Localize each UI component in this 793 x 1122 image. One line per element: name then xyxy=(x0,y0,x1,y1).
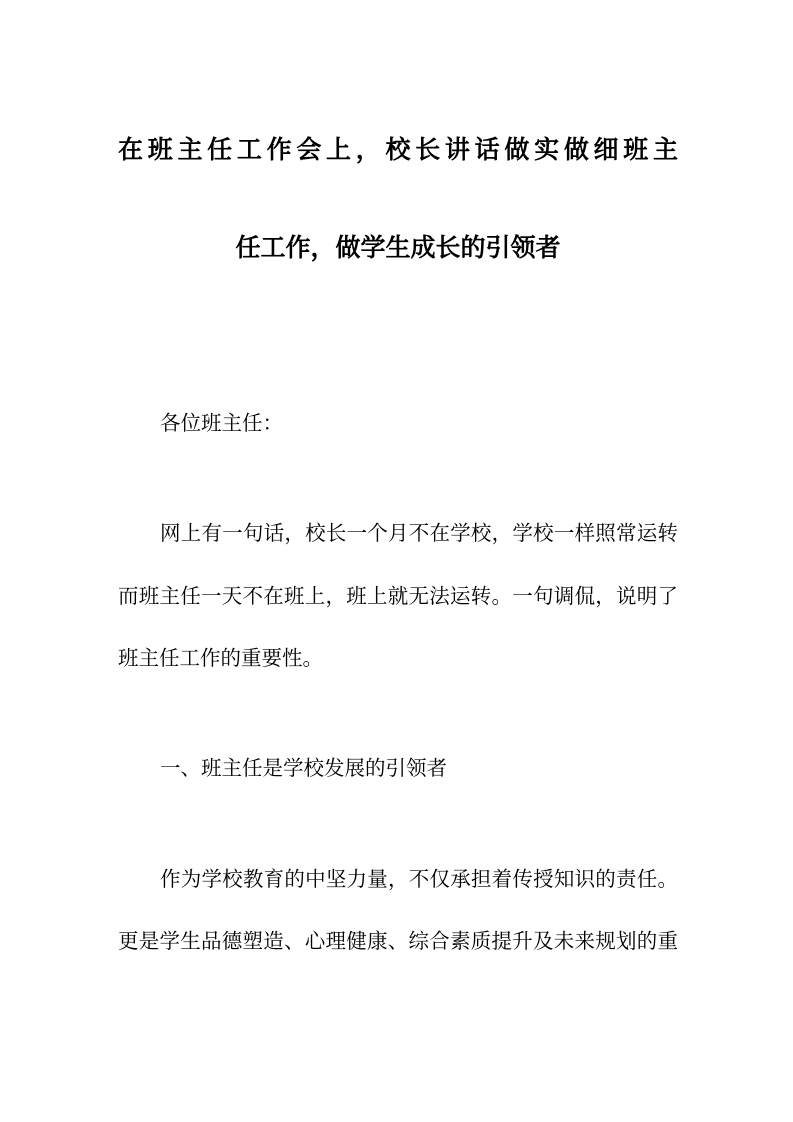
paragraph-2-line-1: 作为学校教育的中坚力量，不仅承担着传授知识的责任。 xyxy=(160,867,678,891)
greeting: 各位班主任： xyxy=(160,411,283,435)
title-line-1: 在班主任工作会上，校长讲话做实做细班主 xyxy=(118,135,678,164)
paragraph-1-line-1: 网上有一句话，校长一个月不在学校，学校一样照常运转 xyxy=(160,521,678,545)
section-heading-1: 一、班主任是学校发展的引领者 xyxy=(160,756,447,780)
paragraph-2-line-2: 更是学生品德塑造、心理健康、综合素质提升及未来规划的重 xyxy=(118,929,678,953)
paragraph-1-line-3: 班主任工作的重要性。 xyxy=(118,646,323,670)
title-line-2: 任工作，做学生成长的引领者 xyxy=(235,233,561,262)
paragraph-1-line-2: 而班主任一天不在班上，班上就无法运转。一句调侃，说明了 xyxy=(118,584,678,608)
